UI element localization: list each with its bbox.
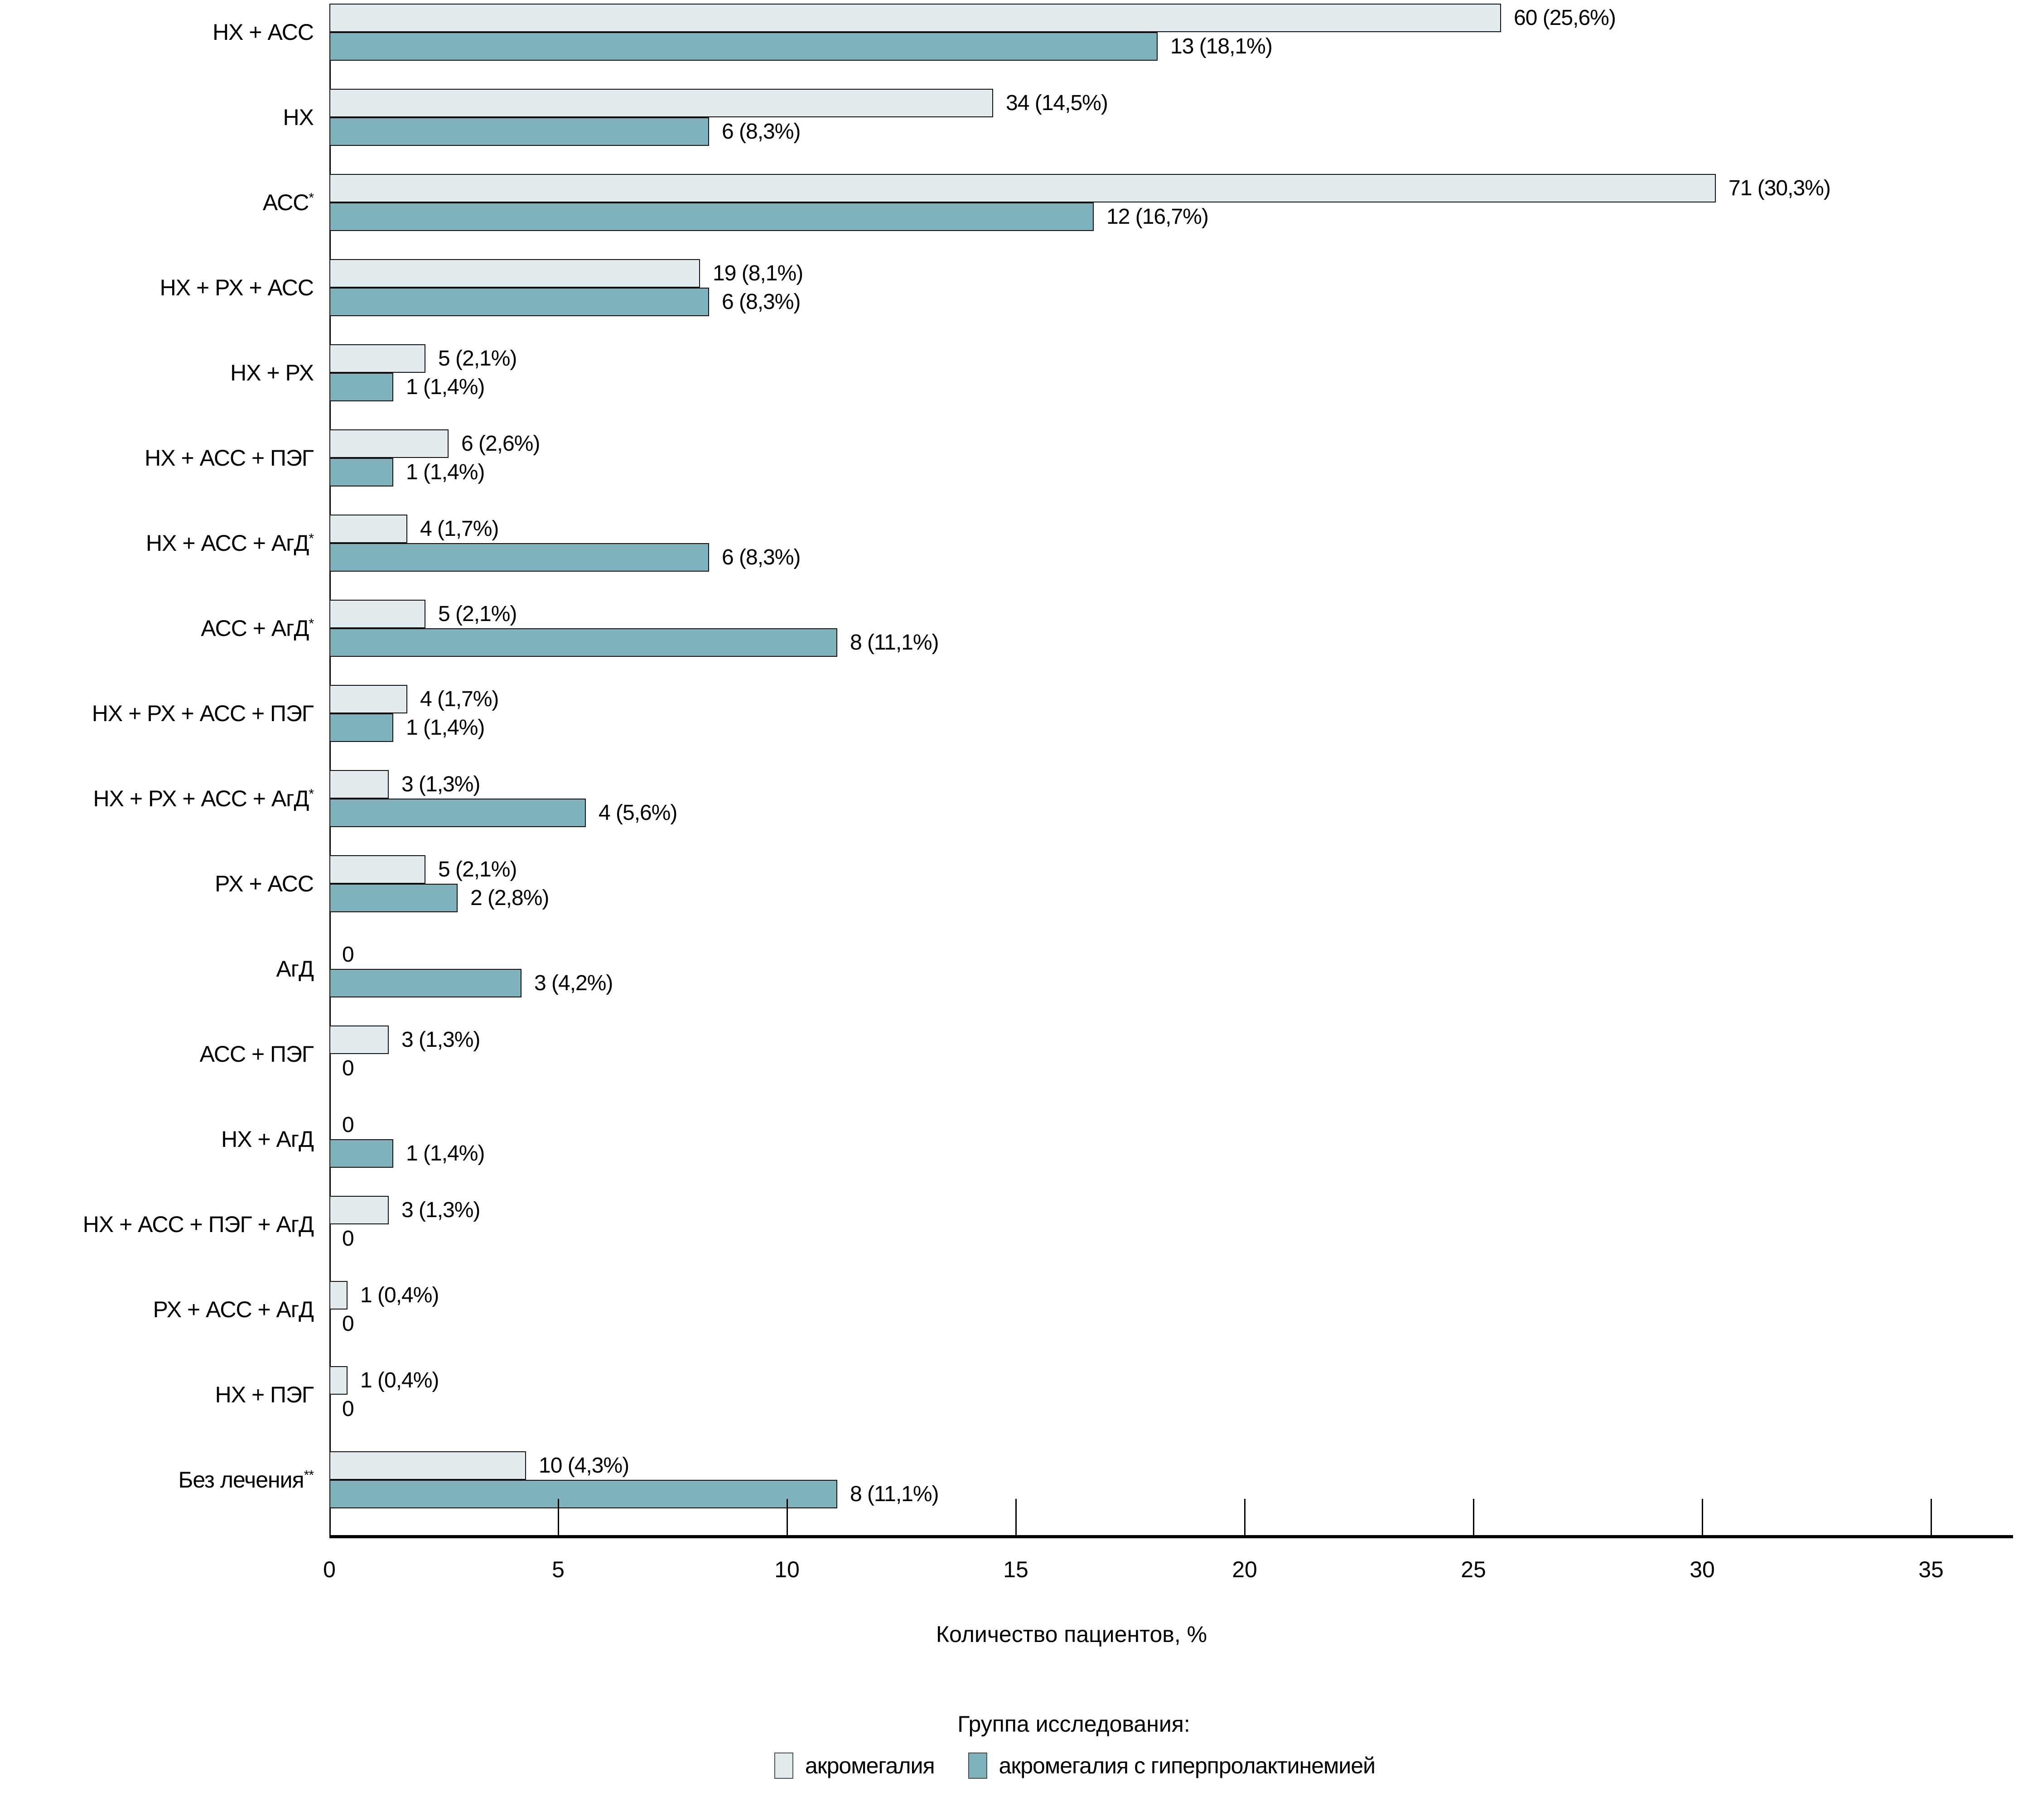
category-label: НХ + АСС + ПЭГ + АгД <box>82 1212 314 1237</box>
value-label: 0 <box>342 1227 354 1251</box>
value-label: 0 <box>342 1113 354 1137</box>
value-label: 19 (8,1%) <box>713 261 803 285</box>
category-label: НХ + АСС + ПЭГ <box>145 445 314 471</box>
bar-acromegaly <box>329 1451 526 1480</box>
bar-acromegaly <box>329 344 425 373</box>
value-label: 10 (4,3%) <box>539 1454 629 1478</box>
bar-acromegaly <box>329 259 700 288</box>
category-label: НХ + РХ <box>230 360 314 385</box>
category-label: Без лечения** <box>178 1467 314 1493</box>
bar-acromegaly-hyperprolactinemia <box>329 117 709 146</box>
category-label: НХ + РХ + АСС + ПЭГ <box>92 701 314 726</box>
value-label: 4 (1,7%) <box>420 687 499 711</box>
value-label: 2 (2,8%) <box>470 886 549 910</box>
x-axis-label: Количество пациентов, % <box>936 1622 1207 1647</box>
legend-item <box>968 1752 1376 1779</box>
x-tick <box>1244 1499 1246 1535</box>
value-label: 5 (2,1%) <box>438 857 517 881</box>
bar-acromegaly <box>329 429 449 458</box>
bar-acromegaly-hyperprolactinemia <box>329 1139 393 1168</box>
x-tick-label: 0 <box>323 1557 336 1582</box>
bar-acromegaly-hyperprolactinemia <box>329 969 521 997</box>
x-tick-label: 20 <box>1232 1557 1257 1582</box>
value-label: 6 (8,3%) <box>722 545 801 569</box>
x-tick <box>1702 1499 1703 1535</box>
value-label: 6 (8,3%) <box>722 290 801 314</box>
legend-title: Группа исследования: <box>957 1711 1190 1737</box>
value-label: 4 (1,7%) <box>420 517 499 541</box>
bar-acromegaly-hyperprolactinemia <box>329 628 837 657</box>
category-label: НХ + АСС + АгД* <box>145 530 314 556</box>
value-label: 1 (1,4%) <box>406 716 485 740</box>
x-tick <box>787 1499 788 1535</box>
value-label: 1 (0,4%) <box>360 1368 439 1392</box>
bar-acromegaly <box>329 1196 389 1224</box>
value-label: 12 (16,7%) <box>1106 205 1208 229</box>
bar-acromegaly <box>329 770 389 799</box>
bar-acromegaly <box>329 174 1716 202</box>
bar-acromegaly <box>329 515 407 543</box>
x-axis-line <box>329 1535 2013 1538</box>
x-tick-label: 5 <box>552 1557 565 1582</box>
x-tick <box>1473 1499 1474 1535</box>
bar-acromegaly-hyperprolactinemia <box>329 713 393 742</box>
bar-acromegaly <box>329 89 993 117</box>
category-label: НХ + ПЭГ <box>215 1382 314 1407</box>
bar-acromegaly-hyperprolactinemia <box>329 202 1094 231</box>
value-label: 5 (2,1%) <box>438 347 517 371</box>
value-label: 3 (1,3%) <box>401 1028 480 1052</box>
value-label: 13 (18,1%) <box>1170 34 1272 58</box>
bar-acromegaly-hyperprolactinemia <box>329 1480 837 1508</box>
value-label: 3 (1,3%) <box>401 772 480 796</box>
value-label: 0 <box>342 1312 354 1336</box>
x-tick-label: 25 <box>1461 1557 1486 1582</box>
bar-acromegaly-hyperprolactinemia <box>329 884 458 912</box>
category-label: НХ + АСС <box>212 19 314 45</box>
bar-acromegaly-hyperprolactinemia <box>329 458 393 486</box>
value-label: 0 <box>342 1397 354 1421</box>
legend-item <box>774 1752 935 1779</box>
value-label: 5 (2,1%) <box>438 602 517 626</box>
value-label: 60 (25,6%) <box>1514 6 1616 30</box>
bar-acromegaly <box>329 600 425 628</box>
value-label: 8 (11,1%) <box>850 1482 939 1506</box>
bar-acromegaly <box>329 4 1501 32</box>
category-label: РХ + АСС + АгД <box>153 1297 314 1322</box>
category-label: НХ + РХ + АСС + АгД* <box>93 786 314 811</box>
plot-area <box>329 4 2013 1535</box>
value-label: 1 (1,4%) <box>406 375 485 399</box>
legend-item-label: акромегалия с гиперпролактинемией <box>999 1753 1376 1778</box>
category-label: НХ + РХ + АСС <box>159 275 314 300</box>
x-tick <box>1015 1499 1017 1535</box>
legend <box>774 1752 1375 1779</box>
category-label: АСС + ПЭГ <box>199 1041 314 1067</box>
value-label: 3 (4,2%) <box>534 971 613 995</box>
x-tick-label: 35 <box>1918 1557 1944 1582</box>
bar-acromegaly-hyperprolactinemia <box>329 799 586 827</box>
bar-acromegaly <box>329 855 425 884</box>
legend-swatch-acromegaly-hyperprolactinemia <box>968 1753 987 1779</box>
value-label: 8 (11,1%) <box>850 631 939 655</box>
value-label: 71 (30,3%) <box>1728 176 1830 200</box>
x-tick-label: 10 <box>774 1557 800 1582</box>
legend-swatch-acromegaly <box>774 1753 793 1779</box>
value-label: 1 (1,4%) <box>406 460 485 484</box>
value-label: 0 <box>342 943 354 967</box>
value-label: 1 (1,4%) <box>406 1141 485 1165</box>
value-label: 34 (14,5%) <box>1006 91 1108 115</box>
x-tick-label: 15 <box>1003 1557 1028 1582</box>
value-label: 3 (1,3%) <box>401 1198 480 1222</box>
x-tick <box>558 1499 559 1535</box>
x-tick <box>1931 1499 1932 1535</box>
value-label: 6 (2,6%) <box>461 432 540 456</box>
bar-acromegaly-hyperprolactinemia <box>329 288 709 316</box>
bar-acromegaly-hyperprolactinemia <box>329 32 1158 61</box>
value-label: 1 (0,4%) <box>360 1283 439 1307</box>
category-label: РХ + АСС <box>215 871 314 896</box>
category-label: АСС* <box>262 190 314 215</box>
bar-acromegaly <box>329 1026 389 1054</box>
x-tick-label: 30 <box>1690 1557 1715 1582</box>
bar-acromegaly <box>329 1281 348 1310</box>
category-label: АСС + АгД* <box>201 616 314 641</box>
value-label: 0 <box>342 1056 354 1080</box>
bar-acromegaly <box>329 1366 348 1395</box>
legend-item-label: акромегалия <box>805 1753 935 1778</box>
bar-acromegaly-hyperprolactinemia <box>329 373 393 401</box>
category-label: НХ + АгД <box>221 1127 314 1152</box>
bar-acromegaly <box>329 685 407 713</box>
value-label: 6 (8,3%) <box>722 120 801 144</box>
value-label: 4 (5,6%) <box>599 801 677 825</box>
category-label: НХ <box>283 105 314 130</box>
category-label: АгД <box>276 956 314 982</box>
bar-acromegaly-hyperprolactinemia <box>329 543 709 572</box>
